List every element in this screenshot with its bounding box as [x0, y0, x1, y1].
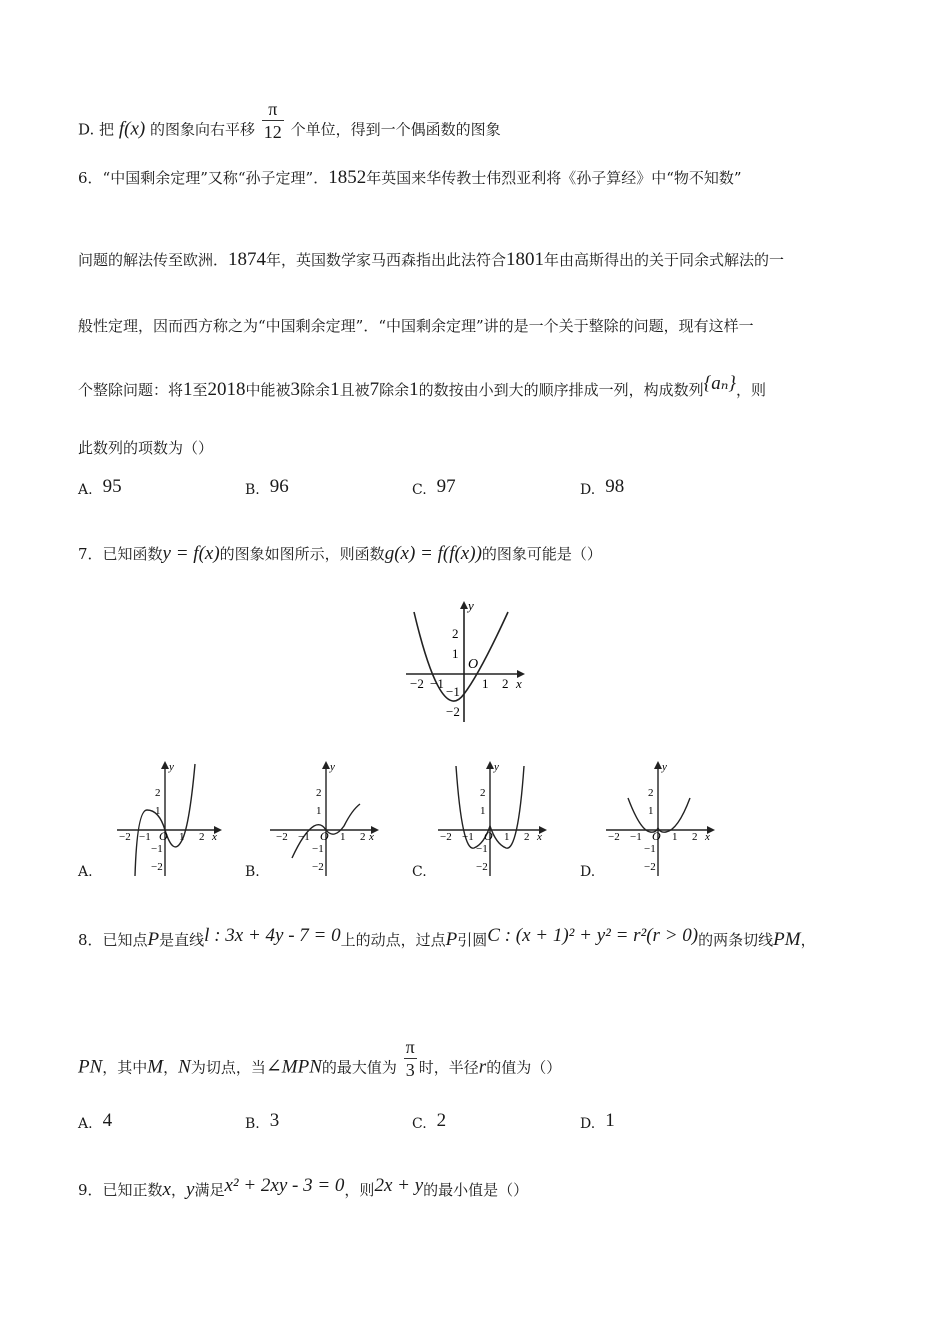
svg-text:−1: −1 [139, 831, 151, 843]
q6-line-5: 此数列的项数为（） [78, 439, 214, 457]
axis-x-label: x [516, 676, 522, 691]
svg-text:−1: −1 [462, 831, 474, 843]
svg-text:−2: −2 [276, 831, 288, 843]
tick-x: −1 [430, 676, 444, 691]
svg-text:−1: −1 [630, 831, 642, 843]
svg-text:y: y [662, 761, 667, 773]
q5-option-d: D. 把 f(x) 的图象向右平移 $\frac{\pi}{12}$ 个单位，得到一个偶函数的图象 [78, 99, 501, 142]
svg-text:1: 1 [340, 831, 346, 843]
q6-line-2: 问题的解法传至欧洲．1874年，英国数学家马西森指出此法符合1801年由高斯得出的关于同余式解法的一 [78, 249, 785, 270]
svg-text:−1: −1 [151, 843, 163, 855]
svg-text:x: x [537, 831, 542, 843]
svg-text:−1: −1 [644, 843, 656, 855]
svg-text:y: y [494, 761, 499, 773]
q6-option-c[interactable]: C. 97 [412, 476, 456, 498]
option-label: D. [78, 120, 95, 139]
q7-graph-b [266, 760, 386, 878]
svg-text:1: 1 [672, 831, 678, 843]
q6-option-b[interactable]: B. 96 [245, 476, 289, 498]
svg-text:O: O [320, 829, 329, 843]
svg-text:2: 2 [199, 831, 205, 843]
q8-line-2: PN，其中M，N为切点，当∠MPN的最大值为 $\frac{\pi}{3}$ 时，半径r的值为（） [78, 1037, 562, 1080]
svg-text:−2: −2 [476, 861, 488, 873]
q6-line-3: 般性定理，因而西方称之为“中国剩余定理”．“中国剩余定理”讲的是一个关于整除的问题，现有这样一 [78, 317, 754, 335]
q7-graph-a [115, 760, 225, 878]
q7-option-b[interactable]: B. [245, 864, 260, 880]
svg-text:y: y [169, 761, 174, 773]
tick-x: 1 [482, 676, 489, 691]
tick-x: 2 [502, 676, 509, 691]
tick-y: 2 [452, 626, 459, 641]
svg-text:x: x [705, 831, 710, 843]
svg-text:−1: −1 [476, 843, 488, 855]
q7-option-d[interactable]: D. [580, 864, 596, 880]
q7-stem: 7．已知函数y = f(x)的图象如图所示，则函数g(x) = f(f(x))的图象可能是（） [78, 543, 602, 564]
sequence-an: {aₙ} [703, 373, 737, 394]
svg-text:2: 2 [524, 831, 530, 843]
svg-text:1: 1 [504, 831, 510, 843]
svg-text:y: y [330, 761, 335, 773]
q8-option-d[interactable]: D. 1 [580, 1110, 615, 1132]
origin-label: O [468, 657, 479, 672]
svg-text:−2: −2 [312, 861, 324, 873]
q8-line-1: 8．已知点P是直线l : 3x + 4y - 7 = 0上的动点，过点P引圆C : (x + 1)² + y² = r²(r > 0)的两条切线PM， [78, 925, 816, 950]
svg-text:O: O [652, 829, 661, 843]
axis-y-label: y [468, 598, 474, 613]
q7-graph-d [602, 760, 722, 878]
fraction-pi-12: $\frac{\pi}{12}$ [263, 99, 282, 142]
svg-text:x: x [369, 831, 374, 843]
svg-text:−2: −2 [644, 861, 656, 873]
tick-y: −2 [446, 704, 460, 719]
q7-option-a[interactable]: A. [78, 864, 93, 880]
q9-stem: 9．已知正数x，y满足x² + 2xy - 3 = 0，则2x + y的最小值是（） [78, 1175, 529, 1200]
q8-option-c[interactable]: C. 2 [412, 1110, 447, 1132]
svg-text:O: O [159, 829, 168, 843]
q7-option-c[interactable]: C. [412, 864, 427, 880]
q7-graph-c [434, 760, 554, 878]
svg-text:−1: −1 [298, 831, 310, 843]
fraction-pi-3: $\frac{\pi}{3}$ [405, 1037, 415, 1080]
tick-y: −1 [446, 684, 460, 699]
q6-line-1: 6．“中国剩余定理”又称“孙子定理”．1852年英国来华传教士伟烈亚利将《孙子算经》中“物不知数” [78, 167, 742, 188]
svg-text:x: x [212, 831, 217, 843]
svg-text:2: 2 [480, 787, 486, 799]
svg-text:2: 2 [648, 787, 654, 799]
tick-x: −2 [410, 676, 424, 691]
q8-option-a[interactable]: A. 4 [78, 1110, 113, 1132]
q6-option-a[interactable]: A. 95 [78, 476, 122, 498]
q6-option-d[interactable]: D. 98 [580, 476, 625, 498]
svg-text:1: 1 [179, 831, 185, 843]
q8-option-b[interactable]: B. 3 [245, 1110, 280, 1132]
svg-text:−2: −2 [608, 831, 620, 843]
svg-text:1: 1 [648, 805, 654, 817]
svg-text:2: 2 [155, 787, 161, 799]
svg-text:2: 2 [692, 831, 698, 843]
svg-text:2: 2 [316, 787, 322, 799]
main-function-graph [400, 598, 530, 724]
svg-text:−2: −2 [440, 831, 452, 843]
svg-text:1: 1 [316, 805, 322, 817]
svg-text:−2: −2 [119, 831, 131, 843]
svg-text:1: 1 [480, 805, 486, 817]
svg-text:1: 1 [155, 805, 161, 817]
svg-text:−2: −2 [151, 861, 163, 873]
q6-line-4: 个整除问题：将1至2018中能被3除余1且被7除余1的数按由小到大的顺序排成一列，构成数列{aₙ}，则 [78, 373, 767, 400]
svg-text:O: O [484, 829, 493, 843]
svg-text:−1: −1 [312, 843, 324, 855]
tick-y: 1 [452, 646, 459, 661]
math-fx: f(x) [118, 118, 146, 140]
svg-text:2: 2 [360, 831, 366, 843]
